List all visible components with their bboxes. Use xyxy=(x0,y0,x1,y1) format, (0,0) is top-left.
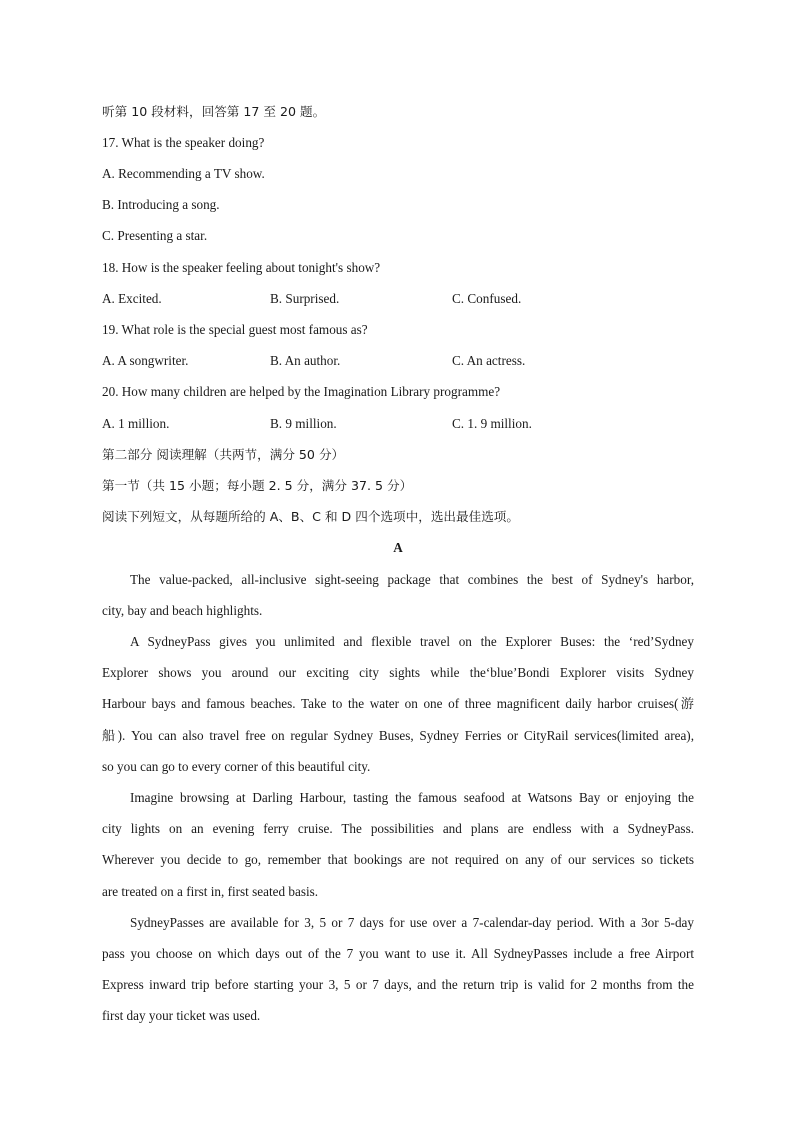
question-18-options xyxy=(102,289,694,309)
reading-section-title: 第一节（共 15 小题；每小题 2. 5 分，满分 37. 5 分） xyxy=(102,478,413,493)
passage-line: Imagine browsing at Darling Harbour, tasting the famous seafood at Watsons Bay or enjoying the xyxy=(130,790,694,805)
question-20-option-a: A. 1 million. xyxy=(102,416,170,431)
passage-line: are treated on a first in, first seated basis. xyxy=(102,884,319,899)
question-18-option-c: C. Confused. xyxy=(452,291,522,306)
question-17-option-a: A. Recommending a TV show. xyxy=(102,166,265,181)
passage-line: The value-packed, all-inclusive sight-seeing package that combines the best of Sydney's harbor, xyxy=(130,572,694,587)
passage-line: so you can go to every corner of this beautiful city. xyxy=(102,759,371,774)
question-19-option-c: C. An actress. xyxy=(452,353,526,368)
question-17-stem: 17. What is the speaker doing? xyxy=(102,135,265,150)
question-18-stem: 18. How is the speaker feeling about tonight's show? xyxy=(102,260,381,275)
question-17-option-b: B. Introducing a song. xyxy=(102,197,220,212)
passage-line: city lights on an evening ferry cruise. The possibilities and plans are endless with a SydneyPass. xyxy=(102,821,694,836)
passage-line: Explorer shows you around our exciting city sights while the‘blue’Bondi Explorer visits Sydney xyxy=(102,665,694,680)
question-20-stem: 20. How many children are helped by the Imagination Library programme? xyxy=(102,384,501,399)
question-17-option-c: C. Presenting a star. xyxy=(102,228,208,243)
listening-intro: 听第 10 段材料，回答第 17 至 20 题。 xyxy=(102,104,326,119)
reading-instruction: 阅读下列短文，从每题所给的 A、B、C 和 D 四个选项中，选出最佳选项。 xyxy=(102,509,519,524)
reading-part-title: 第二部分 阅读理解（共两节，满分 50 分） xyxy=(102,447,345,462)
question-19-options xyxy=(102,351,694,371)
passage-line: 船). You can also travel free on regular Sydney Buses, Sydney Ferries or CityRail services(limited area), xyxy=(102,728,694,743)
question-20-options xyxy=(102,414,694,434)
passage-line: pass you choose on which days out of the 7 you want to use it. All SydneyPasses include a free Airport xyxy=(102,946,694,961)
question-20-option-c: C. 1. 9 million. xyxy=(452,416,532,431)
passage-line: A SydneyPass gives you unlimited and flexible travel on the Explorer Buses: the ‘red’Sydney xyxy=(130,634,694,649)
passage-line: city, bay and beach highlights. xyxy=(102,603,263,618)
question-19-option-a: A. A songwriter. xyxy=(102,353,189,368)
passage-line: first day your ticket was used. xyxy=(102,1008,261,1023)
question-18-option-b: B. Surprised. xyxy=(270,291,340,306)
question-18-option-a: A. Excited. xyxy=(102,291,162,306)
question-19-option-b: B. An author. xyxy=(270,353,341,368)
passage-label: A xyxy=(393,540,403,555)
passage-line: Express inward trip before starting your 3, 5 or 7 days, and the return trip is valid for 2 months from the xyxy=(102,977,694,992)
passage-line: SydneyPasses are available for 3, 5 or 7 days for use over a 7-calendar-day period. With a 3or 5-day xyxy=(130,915,694,930)
question-20-option-b: B. 9 million. xyxy=(270,416,337,431)
passage-line: Harbour bays and famous beaches. Take to the water on one of three magnificent daily harbor cruises(游 xyxy=(102,696,694,711)
passage-line: Wherever you decide to go, remember that bookings are not required on any of our services so tickets xyxy=(102,852,694,867)
question-19-stem: 19. What role is the special guest most famous as? xyxy=(102,322,368,337)
